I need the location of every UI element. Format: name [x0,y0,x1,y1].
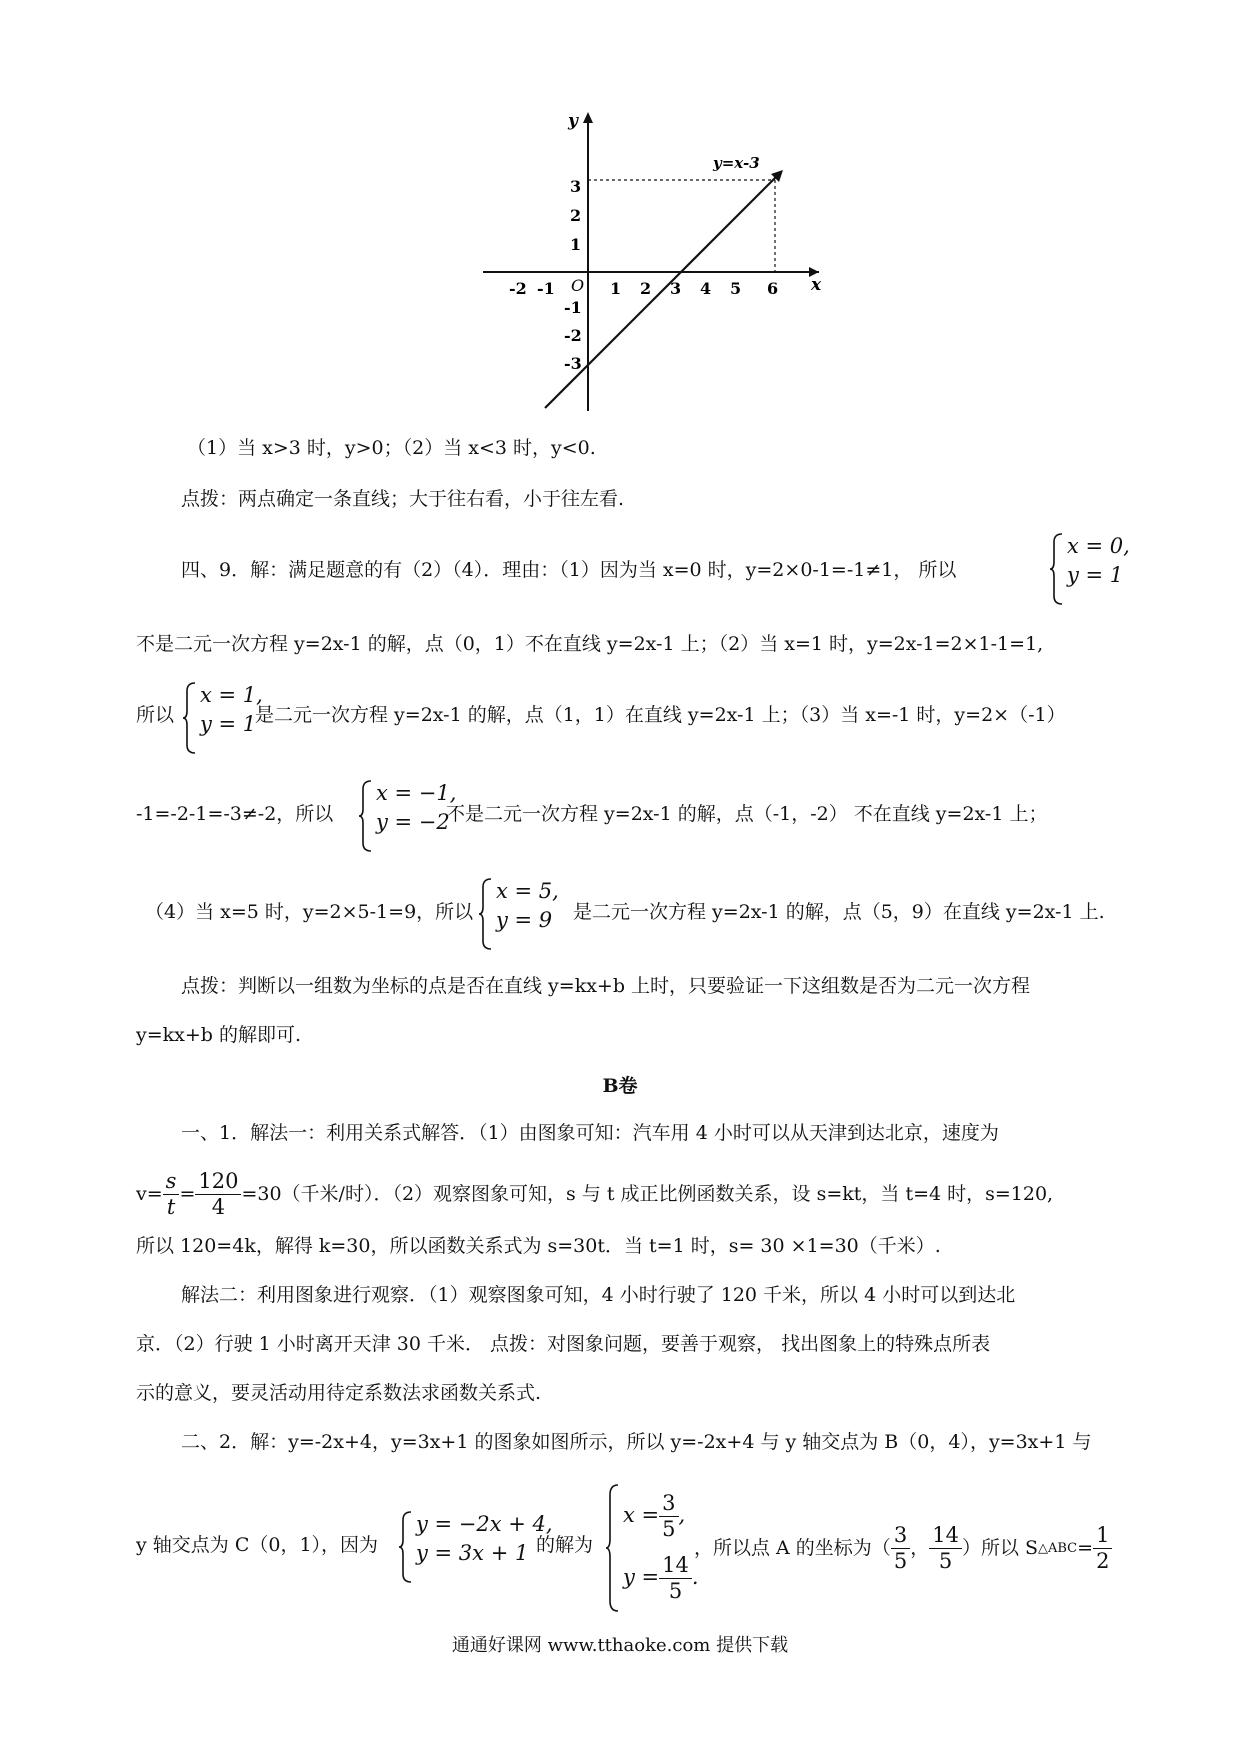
equation-system-3 [358,779,456,838]
system-1-row-2: y = 1 [1067,563,1124,588]
paragraph-hint-1: 点拨：两点确定一条直线；大于往右看，小于往左看. [181,488,625,510]
y-tick-2: 2 [570,206,582,225]
x-tick-4: 4 [700,279,712,298]
system-5-row-2: y = 3x + 1 [416,1541,529,1566]
brace-icon [182,681,198,755]
page-footer: 通通好课网 www.tthaoke.com 提供下载 [451,1635,789,1656]
brace-icon [478,877,494,951]
fraction-denominator: 5 [662,1516,676,1541]
paragraph-b1-method2: 解法二：利用图象进行观察．（1）观察图象可知，4 小时行驶了 120 千米，所以 4 小时可以到达北 [181,1284,1016,1306]
equation-system-2 [182,681,263,740]
x-tick-6: 6 [767,279,779,298]
paragraph-b2-part-b: 的解为 [536,1534,594,1556]
paragraph-q9-part3-b: 不是二元一次方程 y=2x-1 的解，点（-1，-2） 不在直线 y=2x-1 上； [446,803,1048,825]
paragraph-b1-velocity [136,1163,1053,1225]
fraction-s-over-t [163,1169,180,1218]
system-4-row-2: y = 9 [496,908,553,933]
fraction-numerator: s [163,1169,180,1194]
x-tick-2: 2 [640,279,652,298]
system-6-row-2 [623,1547,699,1609]
equation-system-4 [478,877,559,936]
fraction-14-over-5 [929,1523,962,1572]
fraction-1-over-2 [1093,1523,1112,1572]
paragraph-answer-1: （1）当 x>3 时，y>0；（2）当 x<3 时，y<0. [187,437,596,459]
system-2-row-1: x = 1, [200,683,263,707]
fraction-numerator: 1 [1093,1523,1112,1548]
x-tick-1: 1 [610,279,622,298]
line-label: y=x-3 [713,154,760,172]
brace-icon [605,1483,621,1613]
y-tick-1: 1 [570,235,582,254]
velocity-prefix: v= [136,1182,163,1205]
system-4-row-1: x = 5, [496,879,559,903]
point-a-prefix: ，所以点 A 的坐标为（ [694,1536,891,1559]
row-punct: , [678,1503,686,1528]
paragraph-b2-intro: 二、2．解：y=-2x+4，y=3x+1 的图象如图所示，所以 y=-2x+4 与 y 轴交点为 B（0，4），y=3x+1 与 [181,1431,1092,1453]
x-axis-label: x [811,275,822,295]
system-3-row-2: y = −2 [376,810,450,835]
paragraph-q9-intro: 四、9．解：满足题意的有（2）（4）．理由：（1）因为当 x=0 时，y=2×0-1=-1≠1， 所以 [181,559,957,581]
graph-figure [473,106,829,418]
x-tick-5: 5 [730,279,742,298]
y-tick-neg3: -3 [564,354,582,373]
paragraph-b1-method2-cont: 京．（2）行驶 1 小时离开天津 30 千米． 点拨：对图象问题，要善于观察， 找出图象上的特殊点所表 [136,1333,991,1355]
x-tick-neg2: -2 [509,279,527,298]
paragraph-b1-method2-end: 示的意义，要灵活动用待定系数法求函数关系式. [136,1382,542,1404]
linear-function-graph [473,106,829,418]
area-prefix: ）所以 S [961,1536,1038,1559]
system-3-row-1: x = −1, [376,781,457,805]
fraction-3-over-5 [891,1523,910,1572]
system-5-row-1: y = −2x + 4, [416,1512,553,1536]
system-2-row-2: y = 1 [200,712,257,737]
equation-system-5 [398,1510,553,1569]
row-lhs: y = [623,1565,660,1590]
fraction-numerator: 14 [929,1523,962,1548]
paragraph-q9-part4-b: 是二元一次方程 y=2x-1 的解，点（5，9）在直线 y=2x-1 上. [573,901,1105,923]
fraction-3-over-5 [659,1491,678,1540]
system-6-row-1 [623,1485,699,1547]
fraction-denominator: 5 [938,1548,953,1573]
paragraph-q9-part3-a: -1=-2-1=-3≠-2，所以 [136,803,334,825]
paragraph-q9-part2-a: 所以 [136,704,175,726]
area-equals: = [1077,1536,1094,1559]
paragraph-b2-part-a: y 轴交点为 C（0，1），因为 [136,1534,379,1556]
paragraph-q9-part1: 不是二元一次方程 y=2x-1 的解，点（0，1）不在直线 y=2x-1 上；（2）当 x=1 时，y=2x-1=2×1-1=1, [136,633,1044,655]
fraction-denominator: 4 [211,1194,226,1219]
row-punct: . [691,1565,699,1590]
fraction-numerator: 3 [891,1523,910,1548]
paragraph-b1-method1: 一、1．解法一：利用关系式解答．（1）由图象可知：汽车用 4 小时可以从天津到达北京，速度为 [181,1122,999,1144]
fraction-numerator: 120 [195,1169,241,1194]
equation-system-1 [1049,532,1130,591]
y-tick-neg2: -2 [564,326,582,345]
fraction-numerator: 3 [659,1491,678,1516]
x-tick-3: 3 [670,279,682,298]
paragraph-q9-part4-a: （4）当 x=5 时，y=2×5-1=9，所以 [145,901,474,923]
y-axis-label: y [568,111,578,131]
y-tick-3: 3 [570,177,582,196]
paragraph-b2-part-c [694,1517,1112,1579]
brace-icon [398,1510,414,1584]
paragraph-hint-2: 点拨：判断以一组数为坐标的点是否在直线 y=kx+b 上时，只要验证一下这组数是否为二元一次方程 [181,975,1031,997]
fraction-14-over-5 [659,1553,692,1602]
paragraph-b1-function: 所以 120=4k，解得 k=30，所以函数关系式为 s=30t．当 t=1 时，s= 30 ×1=30（千米）. [136,1235,941,1257]
origin-label: O [571,276,585,295]
comma: ， [910,1536,930,1559]
fraction-numerator: 14 [659,1553,692,1578]
fraction-120-over-4 [195,1169,241,1218]
y-axis-arrow [583,112,593,123]
row-lhs: x = [623,1503,660,1528]
system-1-row-1: x = 0, [1067,534,1130,558]
equation-system-6 [605,1483,699,1613]
velocity-rest: =30（千米/时）．（2）观察图象可知，s 与 t 成正比例函数关系，设 s=kt，当 t=4 时，s=120, [241,1182,1054,1205]
paragraph-q9-part2-b: 是二元一次方程 y=2x-1 的解，点（1，1）在直线 y=2x-1 上；（3）当 x=-1 时，y=2×（-1） [255,704,1066,726]
fraction-denominator: 5 [668,1578,683,1603]
area-subscript: △ABC [1038,1540,1078,1556]
x-tick-neg1: -1 [537,279,555,298]
brace-icon [1049,532,1065,606]
section-title-b: B卷 [602,1075,638,1097]
brace-icon [358,779,374,853]
fraction-denominator: 5 [893,1548,908,1573]
fraction-denominator: t [166,1194,176,1219]
fraction-denominator: 2 [1096,1548,1110,1573]
paragraph-hint-2-cont: y=kx+b 的解即可. [136,1024,302,1046]
equals-sign: = [179,1182,196,1205]
y-tick-neg1: -1 [564,298,582,317]
